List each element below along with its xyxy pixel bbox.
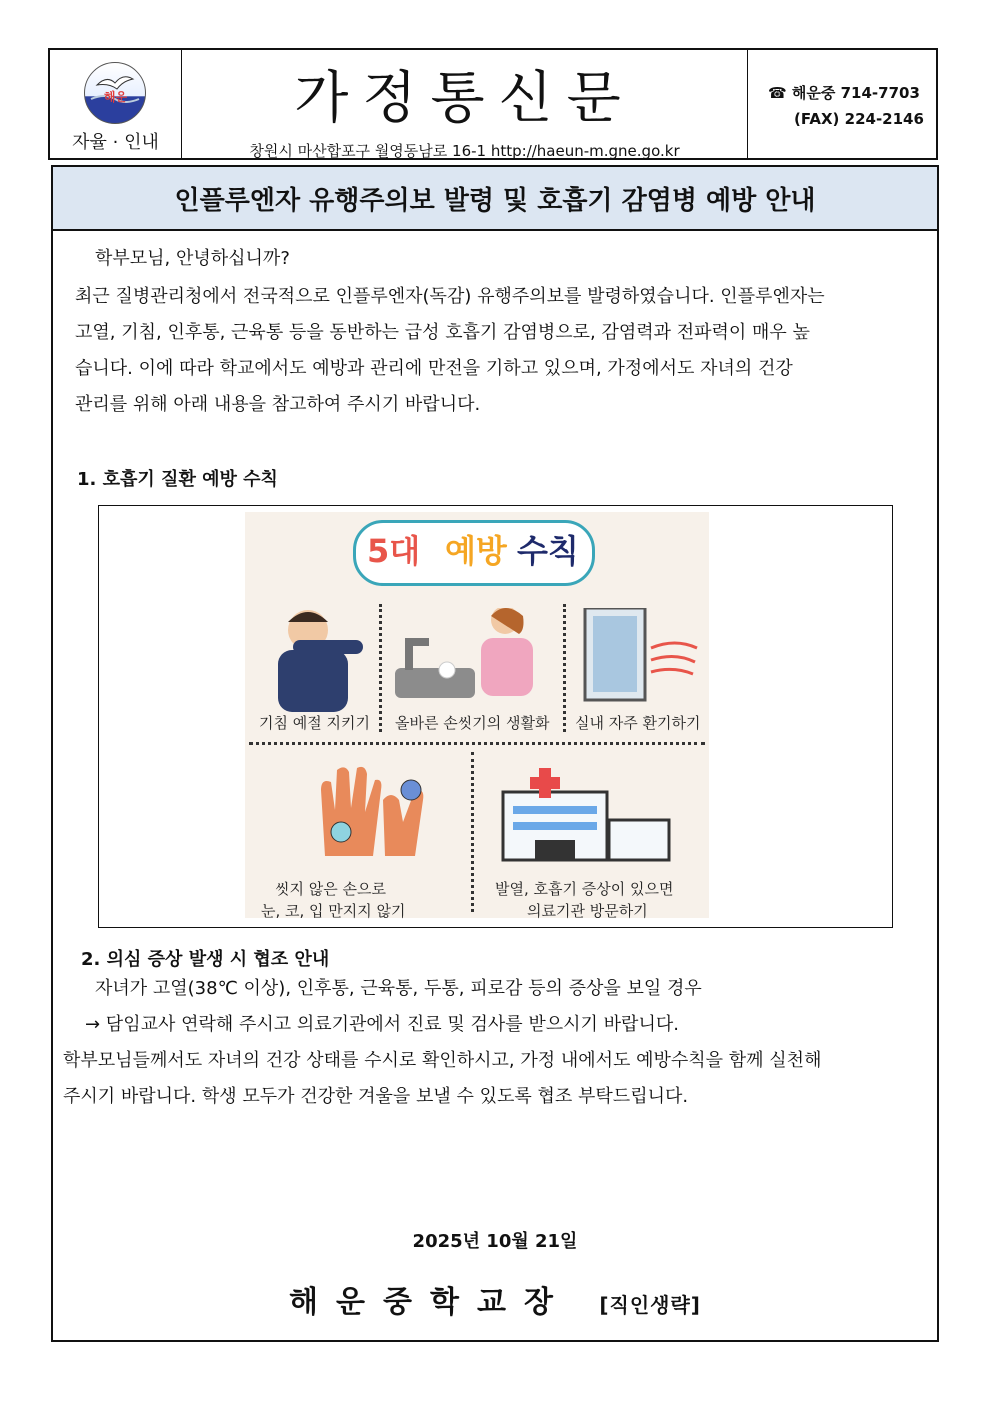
intro-line: 관리를 위해 아래 내용을 참고하여 주시기 바랍니다. <box>75 394 481 415</box>
title-cell <box>182 50 748 158</box>
poster-title-end: 수칙 <box>517 532 579 570</box>
section2-line: 주시기 바랍니다. 학생 모두가 건강한 겨울을 보낼 수 있도록 협조 부탁드립니다. <box>63 1086 689 1107</box>
poster-divider <box>379 604 382 732</box>
unwashed-hands-icon <box>315 760 445 860</box>
prevention-poster <box>245 512 709 918</box>
rule-visit-1: 발열, 호흡기 증상이 있으면 <box>495 880 674 898</box>
cough-etiquette-icon <box>253 602 373 712</box>
greeting: 학부모님, 안녕하십니까? <box>95 248 290 269</box>
intro-line: 최근 질병관리청에서 전국적으로 인플루엔자(독감) 유행주의보를 발령하였습니다. 인플루엔자는 <box>75 286 825 307</box>
rule-no-touch-2: 눈, 코, 입 만지지 않기 <box>261 902 406 920</box>
letter-header <box>48 48 938 160</box>
section2-heading: 2. 의심 증상 발생 시 협조 안내 <box>81 949 330 970</box>
subject-title: 인플루엔자 유행주의보 발령 및 호흡기 감염병 예방 안내 <box>53 167 937 231</box>
principal-title: 해운중학교장 <box>289 1285 571 1320</box>
ventilation-window-icon <box>575 608 705 708</box>
logo-text: 해운 <box>103 90 128 104</box>
poster-title-number: 5대 <box>367 532 421 570</box>
section2-line: 학부모님들께서도 자녀의 건강 상태를 수시로 확인하시고, 가정 내에서도 예방수칙을 함께 실천해 <box>63 1050 822 1071</box>
intro-line: 습니다. 이에 따라 학교에서도 예방과 관리에 만전을 기하고 있으며, 가정에서도 자녀의 건강 <box>75 358 793 379</box>
phone-number: ☎ 해운중 714-7703 <box>768 84 920 102</box>
fax-number: (FAX) 224-2146 <box>794 110 924 128</box>
rule-visit-2: 의료기관 방문하기 <box>527 902 648 920</box>
contact-cell <box>748 50 936 158</box>
document-title: 가정통신문 <box>294 66 635 131</box>
rule-ventilate: 실내 자주 환기하기 <box>575 714 701 732</box>
school-address: 창원시 마산합포구 월영동남로 16-1 http://haeun-m.gne.go.kr <box>249 142 680 160</box>
section2-line: → 담임교사 연락해 주시고 의료기관에서 진료 및 검사를 받으시기 바랍니다. <box>85 1014 679 1035</box>
poster-divider <box>471 752 474 912</box>
hospital-icon <box>499 762 679 862</box>
seal-omitted-note: [직인생략] <box>599 1293 701 1317</box>
poster-divider <box>249 742 705 745</box>
school-logo-cell <box>50 50 182 158</box>
intro-line: 고열, 기침, 인후통, 근육통 등을 동반하는 급성 호흡기 감염병으로, 감염력과 전파력이 매우 높 <box>75 322 810 343</box>
rule-handwash: 올바른 손씻기의 생활화 <box>395 714 550 732</box>
prevention-poster-frame <box>98 505 893 928</box>
poster-divider <box>563 604 566 732</box>
principal-signature <box>53 1277 937 1321</box>
rule-cough: 기침 예절 지키기 <box>259 714 370 732</box>
rule-no-touch-1: 씻지 않은 손으로 <box>275 880 386 898</box>
section1-heading: 1. 호흡기 질환 예방 수칙 <box>77 469 278 490</box>
letter-body <box>51 165 939 1342</box>
issue-date: 2025년 10월 21일 <box>412 1231 578 1252</box>
section2-line: 자녀가 고열(38℃ 이상), 인후통, 근육통, 두통, 피로감 등의 증상을 보일 경우 <box>95 978 702 999</box>
school-motto: 자율 · 인내 <box>72 132 159 153</box>
handwashing-icon <box>395 608 545 708</box>
poster-title-middle: 예방 <box>445 532 507 570</box>
